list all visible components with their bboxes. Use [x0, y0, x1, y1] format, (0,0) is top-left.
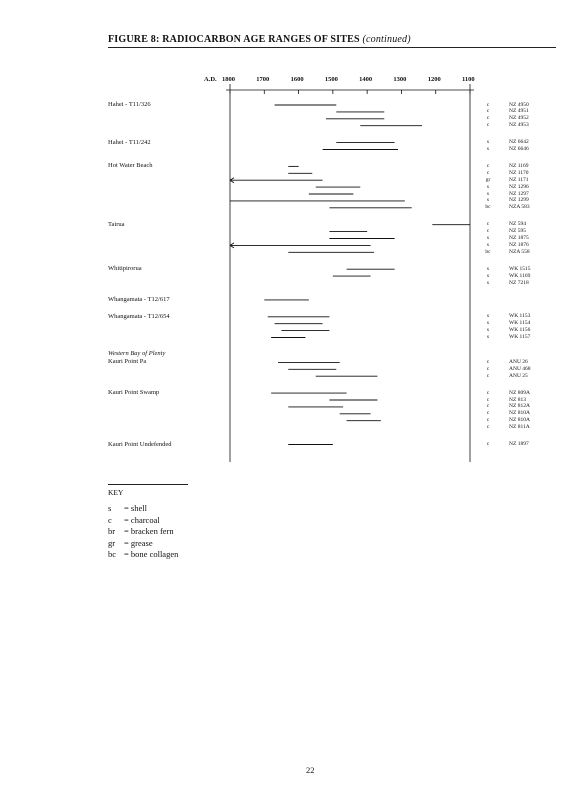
lab-number: WK 1156: [509, 327, 531, 334]
key-meaning: = grease: [124, 537, 153, 548]
x-tick-label: 1600: [290, 76, 304, 83]
lab-number: NZ 812A: [509, 403, 530, 410]
material-code: c: [486, 101, 490, 108]
lab-number: NZ 809A: [509, 389, 530, 396]
material-code: s: [486, 265, 490, 272]
material-code: c: [486, 358, 490, 365]
material-code: s: [486, 279, 490, 286]
site-label: Western Bay of Plenty: [108, 350, 166, 358]
key-code: gr: [108, 537, 116, 548]
lab-number: WK 1154: [509, 320, 531, 327]
lab-number: ANU 26: [509, 358, 528, 365]
lab-number: NZ 1875: [509, 235, 529, 241]
lab-number: WK 1153: [509, 313, 531, 320]
lab-number: NZ 594: [509, 221, 526, 228]
key-code: s: [108, 503, 112, 513]
material-code: c: [486, 162, 490, 169]
lab-number: NZ 810A: [509, 417, 530, 424]
figure-title-continued: (continued): [362, 34, 411, 45]
lab-number: NZ 1297: [509, 190, 529, 197]
material-code: c: [486, 441, 490, 447]
site-label: Tairua: [108, 220, 125, 228]
lab-number: ANU 25: [509, 372, 528, 379]
lab-number: NZ 4952: [509, 115, 529, 122]
lab-number: NZ 811A: [509, 424, 530, 431]
x-tick-label: 1500: [324, 76, 338, 83]
key-item: [108, 526, 174, 536]
lab-number: NZA 558: [509, 248, 530, 255]
key-meaning: = bracken fern: [124, 526, 174, 536]
material-code: s: [486, 313, 490, 320]
material-code: s: [486, 272, 490, 279]
material-code: gr: [485, 176, 491, 183]
material-code: c: [486, 108, 490, 115]
lab-number: NZA 583: [509, 204, 530, 211]
lab-number: NZ 4950: [509, 101, 529, 108]
lab-number: WK 1515: [509, 265, 531, 272]
site-label: Kauri Point Undefended: [108, 440, 172, 448]
key-meaning: = charcoal: [124, 514, 160, 525]
lab-number: NZ 7218: [509, 279, 529, 286]
x-axis-prefix: A.D.: [204, 76, 217, 83]
lab-number: NZ 1897: [509, 441, 529, 447]
key-item: [108, 549, 178, 559]
material-code: c: [486, 365, 490, 372]
lab-number: NZ 1170: [509, 169, 529, 176]
material-code: c: [486, 424, 490, 431]
material-code: c: [486, 122, 490, 129]
material-code: s: [486, 197, 490, 204]
lab-number: NZ 4951: [509, 108, 529, 115]
material-code: s: [486, 183, 490, 190]
material-code: s: [486, 146, 490, 152]
site-label: Kauri Point Swamp: [108, 389, 160, 397]
x-tick-label: 1700: [256, 76, 270, 83]
lab-number: NZ 813: [509, 396, 526, 403]
material-code: c: [486, 115, 490, 122]
material-code: c: [486, 221, 490, 228]
lab-number: NZ 1296: [509, 183, 529, 190]
site-label: Hahei - T11/242: [108, 138, 151, 146]
key-item: [108, 515, 160, 525]
lab-number: ANU 468: [509, 365, 531, 372]
material-code: s: [486, 241, 490, 248]
lab-number: NZ 595: [509, 228, 526, 235]
site-label: Hot Water Beach: [108, 162, 153, 170]
key-code: bc: [108, 549, 117, 559]
lab-number: NZ 6642: [509, 139, 529, 146]
key-code: br: [108, 526, 116, 536]
lab-number: NZ 1299: [509, 197, 529, 204]
material-code: c: [486, 417, 490, 424]
site-label: Hahei - T11/326: [108, 101, 151, 108]
x-tick-label: 1800: [222, 76, 235, 83]
x-tick-label: 1400: [359, 76, 373, 83]
key-item: [108, 538, 153, 548]
lab-number: NZ 4953: [509, 122, 529, 129]
material-code: c: [486, 410, 490, 417]
material-code: s: [486, 235, 490, 241]
material-code: c: [486, 396, 490, 403]
key-code: c: [108, 514, 112, 525]
site-label: Whitipirorua: [108, 265, 142, 273]
material-code: c: [486, 228, 490, 235]
lab-number: NZ 810A: [509, 410, 530, 417]
material-code: c: [486, 403, 490, 410]
figure-title-text: FIGURE 8: RADIOCARBON AGE RANGES OF SITES: [108, 34, 360, 45]
lab-number: NZ 1171: [509, 176, 529, 183]
material-code: bc: [485, 248, 491, 255]
page-number: 22: [306, 765, 315, 775]
lab-number: NZ 1169: [509, 162, 529, 169]
material-code: s: [486, 190, 490, 197]
site-label: Kauri Point Pa: [108, 358, 147, 366]
x-tick-label: 1200: [427, 76, 441, 83]
lab-number: WK 1157: [509, 334, 531, 340]
x-tick-label: 1100: [462, 76, 475, 83]
material-code: c: [486, 389, 490, 396]
material-code: c: [486, 372, 490, 379]
key-meaning: = bone collagen: [124, 549, 179, 559]
material-code: s: [486, 320, 490, 327]
lab-number: NZ 6646: [509, 146, 529, 152]
key-meaning: = shell: [124, 503, 147, 513]
x-tick-label: 1300: [393, 76, 407, 83]
material-code: s: [486, 139, 490, 146]
material-code: bc: [485, 204, 491, 211]
key-rule: [108, 484, 188, 485]
key-title: KEY: [108, 488, 124, 497]
material-code: c: [486, 169, 490, 176]
key-item: [108, 503, 147, 513]
material-code: s: [486, 327, 490, 334]
lab-number: NZ 1876: [509, 241, 529, 248]
site-label: Whangamata - T12/617: [108, 295, 170, 303]
material-code: s: [486, 334, 490, 340]
site-label: Whangamata - T12/654: [108, 312, 170, 320]
lab-number: WK 1169: [509, 272, 531, 279]
